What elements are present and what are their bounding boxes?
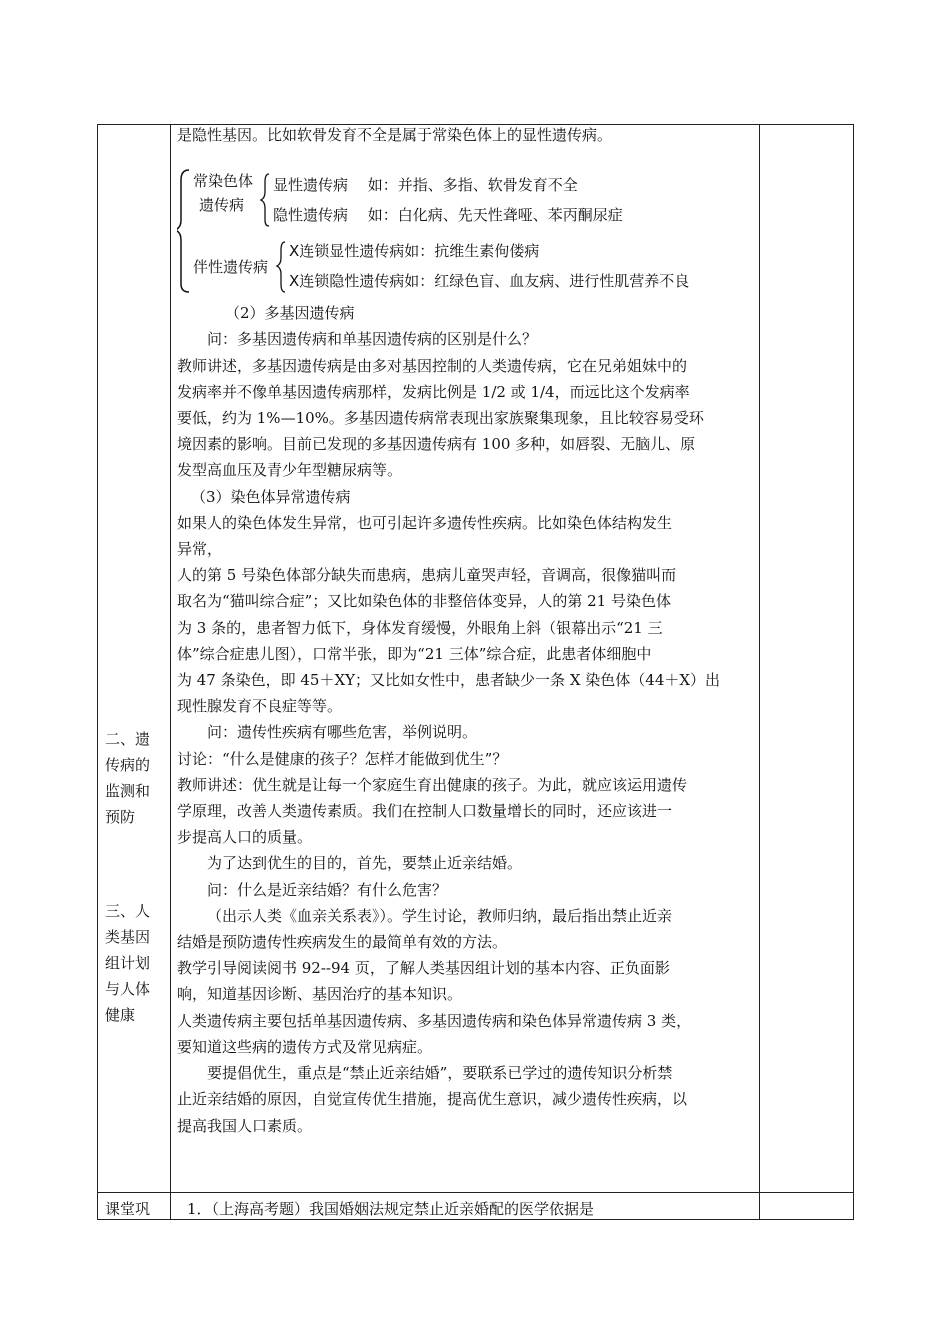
content-line: 人的第 5 号染色体部分缺失而患病，患病儿童哭声轻，音调高，很像猫叫而 [177,566,677,585]
content-line: 讨论：“什么是健康的孩子？怎样才能做到优生”？ [177,749,508,768]
table-border-right [853,124,854,1220]
content-line: 异常， [177,540,223,559]
content-line: （3）染色体异常遗传病 [191,487,351,506]
content-line: 教师讲述，多基因遗传病是由多对基因控制的人类遗传病，它在兄弟姐妹中的 [177,356,688,375]
content-line: 要知道这些病的遗传方式及常见病症。 [177,1037,433,1056]
section-heading-human-genome-project: 三、人 类基因 组计划 与人体 健康 [105,902,151,1024]
content-line: 响，知道基因诊断、基因治疗的基本知识。 [177,985,463,1004]
section-heading-genetic-disease-monitoring: 二、遗 传病的 监测和 预防 [105,730,151,826]
genetic-disease-classification-diagram [177,162,757,294]
content-line: 为了达到优生的目的，首先，要禁止近亲结婚。 [207,854,523,873]
content-line: 为 3 条的，患者智力低下，身体发育缓慢，外眼角上斜（银幕出示“21 三 [177,618,663,637]
content-line: 问：多基因遗传病和单基因遗传病的区别是什么？ [207,330,538,349]
content-line: 现性腺发育不良症等等。 [177,697,343,716]
lesson-table [97,124,854,1220]
content-line: 问：什么是近亲结婚？有什么危害？ [207,880,448,899]
question-1: 1．（上海高考题）我国婚姻法规定禁止近亲婚配的医学依据是 [187,1200,595,1218]
content-paragraphs [177,300,757,1139]
label-recessive: 隐性遗传病 如：白化病、先天性聋哑、苯丙酮尿症 [273,206,623,225]
content-line: 止近亲结婚的原因，自觉宣传优生措施，提高优生意识，减少遗传性疾病，以 [177,1090,688,1109]
section-heading-consolidate: 课堂巩 [105,1200,151,1218]
content-line: 取名为“猫叫综合症”；又比如染色体的非整倍体变异，人的第 21 号染色体 [177,592,671,611]
content-line: 如果人的染色体发生异常，也可引起许多遗传性疾病。比如染色体结构发生 [177,513,673,532]
content-line: 是隐性基因。比如软骨发育不全是属于常染色体上的显性遗传病。 [177,126,613,144]
content-line: 教师讲述：优生就是让每一个家庭生育出健康的孩子。为此，就应该运用遗传 [177,775,688,794]
content-line: 境因素的影响。目前已发现的多基因遗传病有 100 多种，如唇裂、无脑儿、原 [177,435,696,454]
table-border-left [97,124,98,1220]
table-column-divider-2 [759,124,760,1220]
label-autosomal-line2: 遗传病 [199,196,245,215]
content-line: 问：遗传性疾病有哪些危害，举例说明。 [207,723,478,742]
content-line: 发型高血压及青少年型糖尿病等。 [177,461,403,480]
content-line: 步提高人口的质量。 [177,828,313,847]
content-line: 要提倡优生，重点是“禁止近亲结婚”，要联系已学过的遗传知识分析禁 [207,1064,673,1083]
content-line: 教学引导阅读阅书 92--94 页，了解人类基因组计划的基本内容、正负面影 [177,959,670,978]
content-line: 人类遗传病主要包括单基因遗传病、多基因遗传病和染色体异常遗传病 3 类， [177,1011,692,1030]
table-column-divider-1 [170,124,171,1220]
content-line: （出示人类《血亲关系表》）。学生讨论，教师归纳，最后指出禁止近亲 [207,906,673,925]
label-sex-linked: 伴性遗传病 [193,258,269,277]
content-line: 要低，约为 1%—10%。多基因遗传病常表现出家族聚集现象，且比较容易受环 [177,409,704,428]
label-x-recessive: X连锁隐性遗传病如：红绿色盲、血友病、进行性肌营养不良 [289,272,690,291]
content-line: 为 47 条染色，即 45＋XY；又比如女性中，患者缺少一条 X 染色体（44＋X）出 [177,671,721,690]
table-border-bottom [97,1219,854,1220]
lesson-content [177,124,757,1139]
label-dominant: 显性遗传病 如：并指、多指、软骨发育不全 [273,176,578,195]
content-line: 结婚是预防遗传性疾病发生的最简单有效的方法。 [177,933,508,952]
content-line: 体”综合症患儿图），口常半张，即为“21 三体”综合症，此患者体细胞中 [177,644,652,663]
content-line: 提高我国人口素质。 [177,1116,313,1135]
label-autosomal-line1: 常染色体 [193,172,254,191]
content-line: （2）多基因遗传病 [225,304,355,323]
content-line: 学原理，改善人类遗传素质。我们在控制人口数量增长的同时，还应该进一 [177,802,673,821]
content-line: 发病率并不像单基因遗传病那样，发病比例是 1/2 或 1/4，而远比这个发病率 [177,382,690,401]
table-row-divider [97,1192,854,1193]
label-x-dominant: X连锁显性遗传病如：抗维生素佝偻病 [289,242,540,261]
